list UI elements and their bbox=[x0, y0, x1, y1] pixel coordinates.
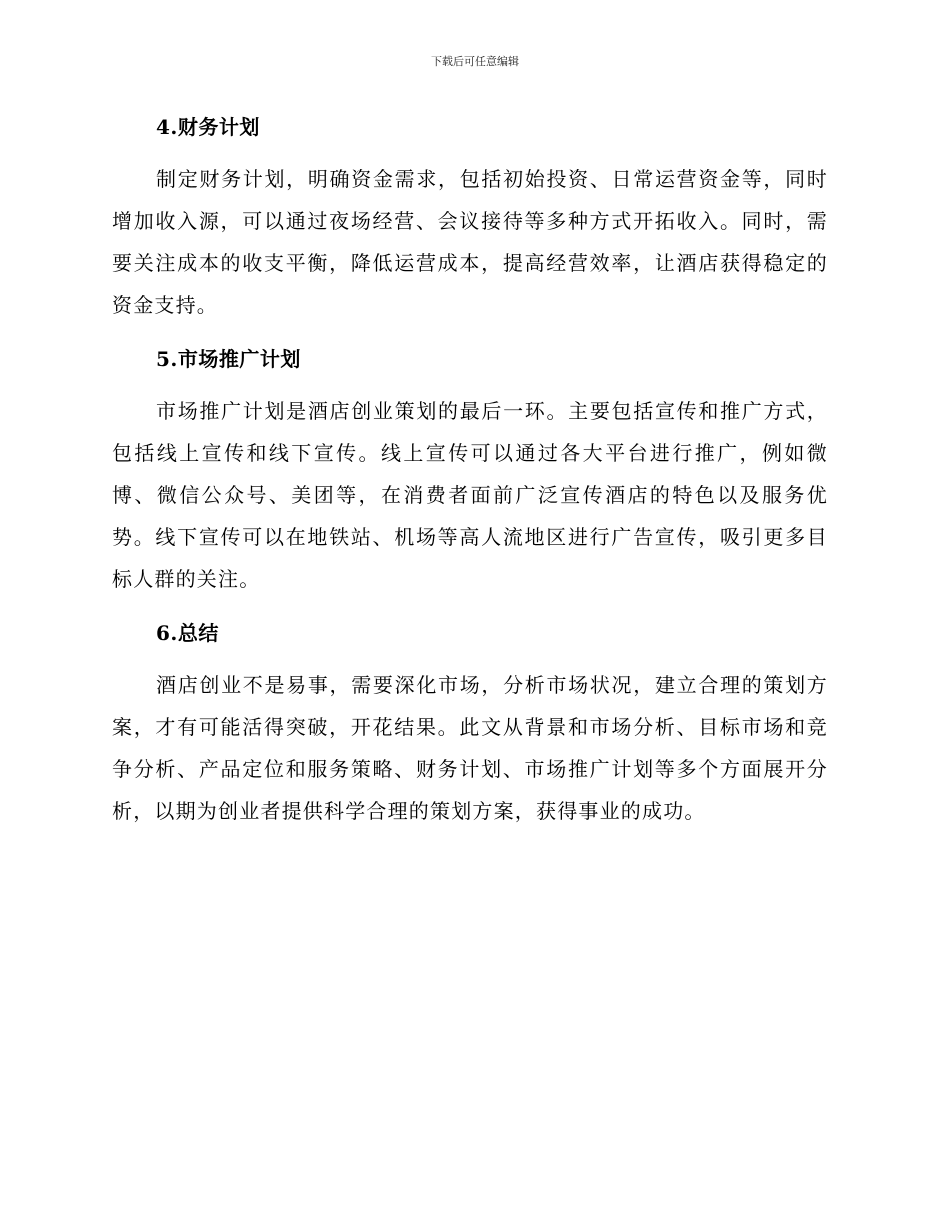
section-heading: 6.总结 bbox=[156, 621, 219, 645]
section-heading: 4.财务计划 bbox=[156, 115, 260, 139]
section-financial-plan bbox=[112, 108, 828, 326]
section-paragraph: 制定财务计划，明确资金需求，包括初始投资、日常运营资金等，同时增加收入源，可以通过夜场经营、会议接待等多种方式开拓收入。同时，需要关注成本的收支平衡，降低运营成本，提高经营效率，让酒店获得稳定的资金支持。 bbox=[112, 167, 828, 317]
section-paragraph: 市场推广计划是酒店创业策划的最后一环。主要包括宣传和推广方式，包括线上宣传和线下宣传。线上宣传可以通过各大平台进行推广，例如微博、微信公众号、美团等，在消费者面前广泛宣传酒店的特色以及服务优势。线下宣传可以在地铁站、机场等高人流地区进行广告宣传，吸引更多目标人群的关注。 bbox=[112, 399, 828, 591]
page-header-note: 下载后可任意编辑 bbox=[431, 55, 519, 68]
section-paragraph: 酒店创业不是易事，需要深化市场，分析市场状况，建立合理的策划方案，才有可能活得突破，开花结果。此文从背景和市场分析、目标市场和竞争分析、产品定位和服务策略、财务计划、市场推广计划等多个方面展开分析，以期为创业者提供科学合理的策划方案，获得事业的成功。 bbox=[112, 673, 828, 823]
section-heading: 5.市场推广计划 bbox=[156, 347, 301, 371]
section-marketing-plan bbox=[112, 340, 828, 600]
section-summary bbox=[112, 614, 828, 832]
document-body bbox=[112, 108, 828, 846]
